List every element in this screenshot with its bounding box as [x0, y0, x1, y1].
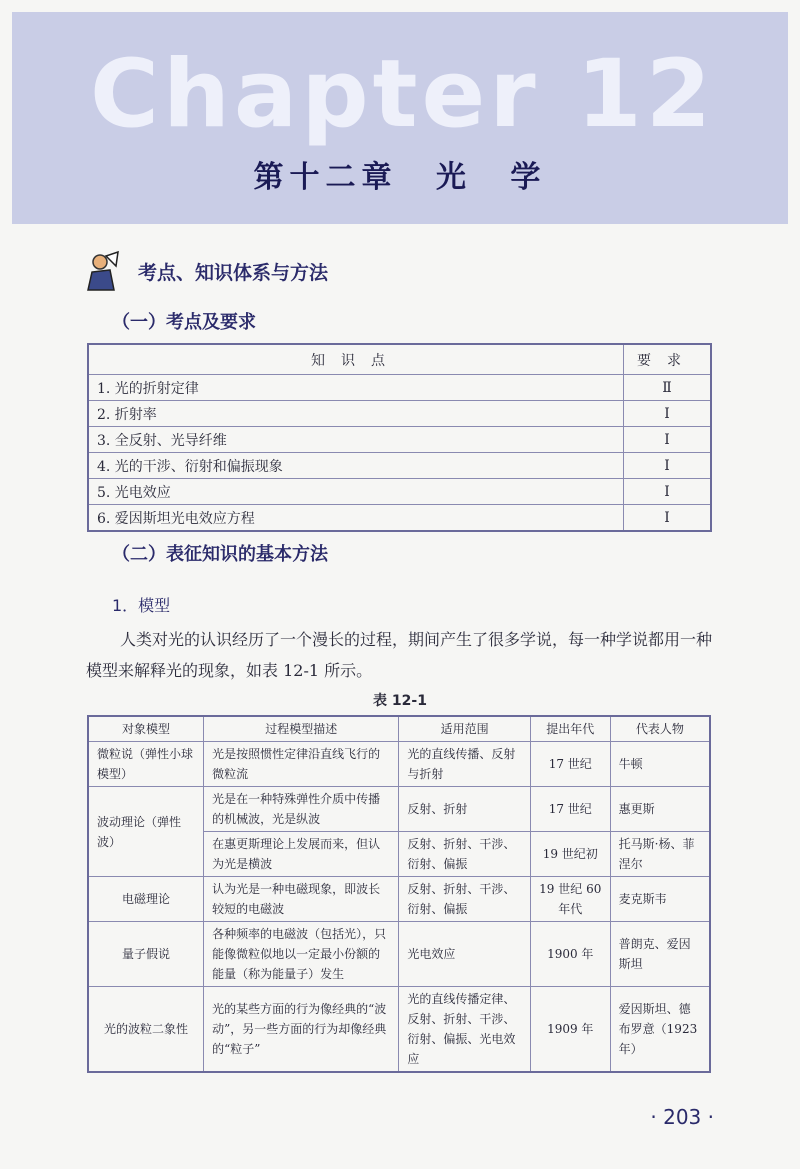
model-cell: 量子假说: [88, 922, 204, 987]
knowledge-cell: 6. 爱因斯坦光电效应方程: [88, 505, 624, 532]
era-cell: 19 世纪 60 年代: [530, 877, 610, 922]
subsection-title-1: （一）考点及要求: [112, 312, 256, 333]
page-number: · 203 ·: [650, 1105, 714, 1129]
description-cell: 在惠更斯理论上发展而来，但认为光是横波: [204, 832, 399, 877]
model-cell: 波动理论（弹性波）: [88, 787, 204, 877]
scope-cell: 光电效应: [399, 922, 531, 987]
table-header-row: [88, 344, 711, 375]
header-cell: 过程模型描述: [204, 716, 399, 742]
requirement-cell: Ⅱ: [624, 375, 712, 401]
model-cell: 微粒说（弹性小球模型）: [88, 742, 204, 787]
scope-cell: 反射、折射、干涉、衍射、偏振: [399, 832, 531, 877]
model-cell: 光的波粒二象性: [88, 987, 204, 1073]
person-cell: 普朗克、爱因斯坦: [610, 922, 710, 987]
era-cell: 1909 年: [530, 987, 610, 1073]
header-cell: 适用范围: [399, 716, 531, 742]
table-row: [88, 787, 710, 832]
scope-cell: 光的直线传播定律、反射、折射、干涉、衍射、偏振、光电效应: [399, 987, 531, 1073]
table-header-row: [88, 716, 710, 742]
header-requirement: 要求: [624, 344, 712, 375]
section-heading: [80, 250, 328, 292]
person-cell: 托马斯·杨、菲涅尔: [610, 832, 710, 877]
table-row: [88, 742, 710, 787]
header-cell: 提出年代: [530, 716, 610, 742]
description-cell: 光是在一种特殊弹性介质中传播的机械波，光是纵波: [204, 787, 399, 832]
person-cell: 麦克斯韦: [610, 877, 710, 922]
knowledge-cell: 1. 光的折射定律: [88, 375, 624, 401]
era-cell: 17 世纪: [530, 742, 610, 787]
knowledge-cell: 4. 光的干涉、衍射和偏振现象: [88, 453, 624, 479]
section-title: 考点、知识体系与方法: [138, 261, 329, 284]
requirement-cell: Ⅰ: [624, 427, 712, 453]
table-row: [88, 427, 711, 453]
table-row: [88, 453, 711, 479]
person-cell: 牛顿: [610, 742, 710, 787]
table-row: [88, 505, 711, 532]
knowledge-cell: 5. 光电效应: [88, 479, 624, 505]
description-cell: 认为光是一种电磁现象，即波长较短的电磁波: [204, 877, 399, 922]
table-row: [88, 401, 711, 427]
table-row: [88, 479, 711, 505]
table-caption: 表 12-1: [373, 693, 427, 709]
person-cell: 爱因斯坦、德布罗意（1923 年）: [610, 987, 710, 1073]
chapter-banner: [12, 12, 788, 224]
topic-heading: 1．模型: [112, 596, 171, 615]
body-paragraph: 人类对光的认识经历了一个漫长的过程，期间产生了很多学说，每一种学说都用一种模型来解释光的现象，如表 12-1 所示。: [86, 630, 713, 680]
requirement-cell: Ⅰ: [624, 453, 712, 479]
table-row: [88, 877, 710, 922]
description-cell: 光的某些方面的行为像经典的“波动”，另一些方面的行为却像经典的“粒子”: [204, 987, 399, 1073]
requirement-cell: Ⅰ: [624, 401, 712, 427]
subsection-title-2: （二）表征知识的基本方法: [112, 544, 328, 565]
table-row: [88, 922, 710, 987]
era-cell: 1900 年: [530, 922, 610, 987]
person-cell: 惠更斯: [610, 787, 710, 832]
model-cell: 电磁理论: [88, 877, 204, 922]
header-cell: 代表人物: [610, 716, 710, 742]
era-cell: 19 世纪初: [530, 832, 610, 877]
table-row: [88, 987, 710, 1073]
table-row: [88, 375, 711, 401]
era-cell: 17 世纪: [530, 787, 610, 832]
reading-figure-icon: [80, 250, 122, 292]
light-models-table: [87, 715, 711, 1073]
knowledge-cell: 2. 折射率: [88, 401, 624, 427]
scope-cell: 反射、折射: [399, 787, 531, 832]
header-cell: 对象模型: [88, 716, 204, 742]
knowledge-cell: 3. 全反射、光导纤维: [88, 427, 624, 453]
chapter-number-title: Chapter 12: [90, 40, 716, 149]
requirement-cell: Ⅰ: [624, 505, 712, 532]
requirements-table: [87, 343, 712, 532]
description-cell: 光是按照惯性定律沿直线飞行的微粒流: [204, 742, 399, 787]
scope-cell: 反射、折射、干涉、衍射、偏振: [399, 877, 531, 922]
chapter-title: 第十二章 光 学: [253, 160, 547, 195]
scope-cell: 光的直线传播、反射与折射: [399, 742, 531, 787]
requirement-cell: Ⅰ: [624, 479, 712, 505]
header-knowledge: 知识点: [88, 344, 624, 375]
description-cell: 各种频率的电磁波（包括光），只能像微粒似地以一定最小份额的能量（称为能量子）发生: [204, 922, 399, 987]
